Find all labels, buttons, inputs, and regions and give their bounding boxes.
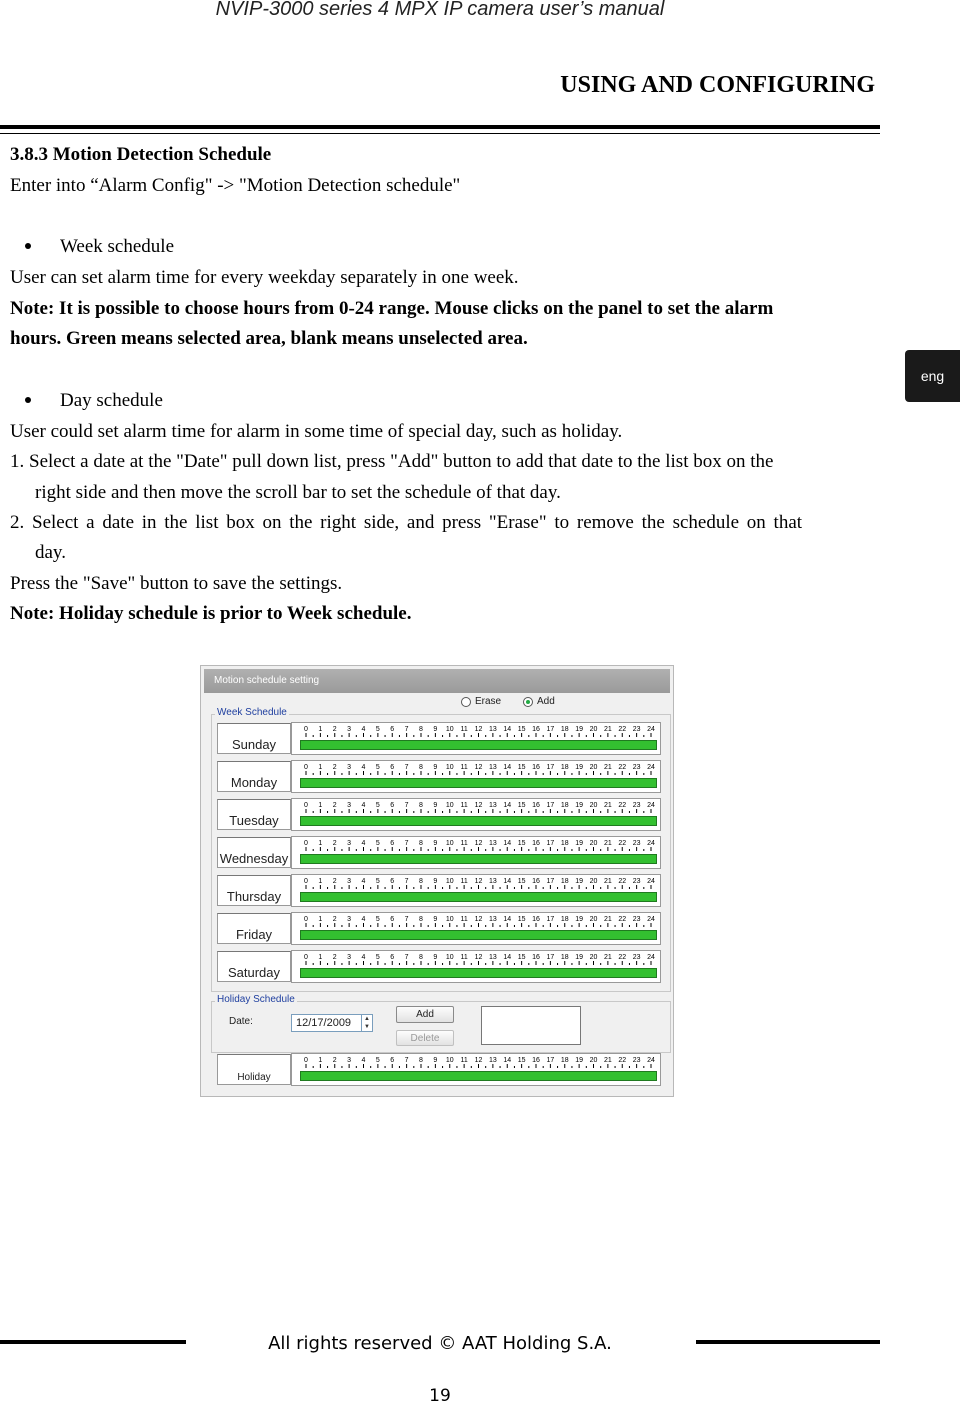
hour-tick-label: 3 bbox=[347, 726, 352, 733]
hour-tick-label: 17 bbox=[546, 764, 555, 771]
hour-tick-label: 20 bbox=[589, 764, 598, 771]
hour-tick-label: 13 bbox=[488, 954, 497, 961]
hour-tick-label: 22 bbox=[618, 726, 627, 733]
holiday-label: Holiday bbox=[217, 1054, 291, 1085]
hour-tick-label: 15 bbox=[517, 954, 526, 961]
hour-tick-label: 1 bbox=[318, 726, 323, 733]
day-row-saturday-timeline[interactable] bbox=[291, 950, 661, 983]
day-row-thursday-selected-bar[interactable] bbox=[300, 892, 657, 902]
hour-tick-label: 0 bbox=[304, 726, 308, 733]
hour-tick-label: 4 bbox=[361, 916, 366, 923]
hour-tick-label: 8 bbox=[419, 1057, 423, 1064]
hour-tick-label: 3 bbox=[347, 916, 352, 923]
hour-tick-label: 21 bbox=[603, 916, 612, 923]
day-row-friday-selected-bar[interactable] bbox=[300, 930, 657, 940]
day-row-thursday-label: Thursday bbox=[217, 875, 291, 906]
hour-tick-label: 13 bbox=[488, 840, 497, 847]
hour-tick-label: 6 bbox=[390, 840, 395, 847]
day-row-sunday-label: Sunday bbox=[217, 723, 291, 754]
hour-tick-label: 4 bbox=[361, 764, 366, 771]
hour-tick-label: 6 bbox=[390, 764, 395, 771]
hour-tick-label: 8 bbox=[419, 764, 423, 771]
hour-tick-label: 13 bbox=[488, 802, 497, 809]
hour-tick-label: 21 bbox=[603, 802, 612, 809]
hour-tick-label: 12 bbox=[474, 840, 483, 847]
hour-tick-label: 20 bbox=[589, 916, 598, 923]
hour-tick-label: 24 bbox=[647, 916, 655, 923]
hour-tick-label: 15 bbox=[517, 840, 526, 847]
header-rule bbox=[0, 125, 880, 129]
hour-tick-label: 0 bbox=[304, 840, 308, 847]
hour-tick-label: 23 bbox=[632, 916, 641, 923]
day-row-monday-label: Monday bbox=[217, 761, 291, 792]
hour-tick-label: 18 bbox=[560, 954, 569, 961]
hour-tick-label: 6 bbox=[390, 1057, 395, 1064]
week-note-2: hours. Green means selected area, blank means unselected area. bbox=[10, 328, 528, 349]
hour-tick-label: 0 bbox=[304, 954, 308, 961]
hour-tick-label: 14 bbox=[503, 954, 512, 961]
day-text: User could set alarm time for alarm in some time of special day, such as holiday. bbox=[10, 421, 623, 442]
hour-tick-label: 3 bbox=[347, 764, 352, 771]
hour-tick-label: 24 bbox=[647, 726, 655, 733]
hour-tick-label: 12 bbox=[474, 954, 483, 961]
day-row-tuesday-label: Tuesday bbox=[217, 799, 291, 830]
hour-tick-label: 0 bbox=[304, 764, 308, 771]
hour-tick-label: 5 bbox=[375, 954, 380, 961]
window-title: Motion schedule setting bbox=[204, 669, 670, 693]
day-row-wednesday-timeline[interactable] bbox=[291, 836, 661, 869]
hour-tick-label: 23 bbox=[632, 840, 641, 847]
hour-tick-label: 1 bbox=[318, 1057, 323, 1064]
hour-tick-label: 6 bbox=[390, 916, 395, 923]
hour-tick-label: 4 bbox=[361, 878, 366, 885]
date-picker[interactable] bbox=[291, 1014, 373, 1032]
hour-tick-label: 14 bbox=[503, 878, 512, 885]
manual-title: NVIP-3000 series 4 MPX IP camera user’s manual bbox=[215, 0, 665, 20]
week-text: User can set alarm time for every weekday separately in one week. bbox=[10, 267, 519, 288]
hour-tick-label: 23 bbox=[632, 764, 641, 771]
hour-tick-label: 12 bbox=[474, 726, 483, 733]
hour-tick-label: 22 bbox=[618, 764, 627, 771]
hour-tick-label: 10 bbox=[445, 764, 454, 771]
add-radio[interactable] bbox=[523, 697, 533, 707]
hour-tick-label: 16 bbox=[532, 1057, 540, 1064]
hour-tick-label: 12 bbox=[474, 916, 483, 923]
day-row-monday-selected-bar[interactable] bbox=[300, 778, 657, 788]
add-button[interactable]: Add bbox=[396, 1006, 454, 1023]
hour-tick-label: 2 bbox=[332, 916, 337, 923]
hour-tick-label: 24 bbox=[647, 840, 655, 847]
hour-tick-label: 10 bbox=[445, 840, 454, 847]
hour-tick-label: 20 bbox=[589, 878, 598, 885]
hour-tick-label: 12 bbox=[474, 878, 483, 885]
hour-tick-label: 1 bbox=[318, 802, 323, 809]
hour-tick-label: 9 bbox=[433, 916, 438, 923]
hour-tick-label: 16 bbox=[532, 726, 540, 733]
hour-tick-label: 14 bbox=[503, 764, 512, 771]
hour-tick-label: 23 bbox=[632, 1057, 641, 1064]
hour-tick-label: 11 bbox=[460, 840, 468, 847]
hour-tick-label: 21 bbox=[603, 840, 612, 847]
hour-tick-label: 2 bbox=[332, 1057, 337, 1064]
hour-tick-label: 9 bbox=[433, 840, 438, 847]
hour-tick-label: 13 bbox=[488, 916, 497, 923]
hour-tick-label: 2 bbox=[332, 802, 337, 809]
holiday-selected-bar[interactable] bbox=[300, 1071, 657, 1081]
section-title: USING AND CONFIGURING bbox=[560, 72, 875, 98]
hour-tick-label: 17 bbox=[546, 954, 555, 961]
hour-tick-label: 15 bbox=[517, 764, 526, 771]
day-row-monday-timeline[interactable] bbox=[291, 760, 661, 793]
hour-tick-label: 11 bbox=[460, 954, 468, 961]
hour-tick-label: 22 bbox=[618, 954, 627, 961]
hour-tick-label: 4 bbox=[361, 954, 366, 961]
hour-tick-label: 13 bbox=[488, 726, 497, 733]
hour-ruler bbox=[292, 1054, 660, 1068]
hour-tick-label: 12 bbox=[474, 802, 483, 809]
holiday-schedule-legend: Holiday Schedule bbox=[217, 994, 295, 1005]
day-row-saturday-label: Saturday bbox=[217, 951, 291, 982]
hour-tick-label: 4 bbox=[361, 726, 366, 733]
hour-tick-label: 11 bbox=[460, 1057, 468, 1064]
hour-tick-label: 24 bbox=[647, 764, 655, 771]
hour-tick-label: 22 bbox=[618, 802, 627, 809]
week-bullet: Week schedule bbox=[60, 236, 174, 257]
hour-tick-label: 19 bbox=[575, 840, 584, 847]
step-2-cont: day. bbox=[35, 542, 66, 563]
hour-tick-label: 15 bbox=[517, 726, 526, 733]
hour-ruler bbox=[292, 951, 660, 965]
day-row-thursday-timeline[interactable] bbox=[291, 874, 661, 907]
hour-tick-label: 1 bbox=[318, 764, 323, 771]
hour-tick-label: 0 bbox=[304, 802, 308, 809]
hour-tick-label: 11 bbox=[460, 726, 468, 733]
hour-tick-label: 16 bbox=[532, 954, 540, 961]
hour-tick-label: 16 bbox=[532, 840, 540, 847]
hour-tick-label: 18 bbox=[560, 878, 569, 885]
bullet-icon bbox=[25, 243, 31, 249]
hour-tick-label: 9 bbox=[433, 1057, 438, 1064]
hour-tick-label: 7 bbox=[404, 1057, 409, 1064]
hour-tick-label: 5 bbox=[375, 878, 380, 885]
hour-tick-label: 4 bbox=[361, 802, 366, 809]
hour-tick-label: 14 bbox=[503, 726, 512, 733]
hour-tick-label: 6 bbox=[390, 726, 395, 733]
hour-tick-label: 2 bbox=[332, 726, 337, 733]
hour-tick-label: 7 bbox=[404, 726, 409, 733]
hour-tick-label: 15 bbox=[517, 878, 526, 885]
day-row-friday-label: Friday bbox=[217, 913, 291, 944]
holiday-listbox[interactable] bbox=[481, 1006, 581, 1045]
hour-tick-label: 8 bbox=[419, 802, 423, 809]
hour-tick-label: 5 bbox=[375, 840, 380, 847]
hour-tick-label: 18 bbox=[560, 1057, 569, 1064]
language-tab: eng bbox=[905, 350, 960, 402]
hour-tick-label: 24 bbox=[647, 1057, 655, 1064]
hour-tick-label: 21 bbox=[603, 1057, 612, 1064]
hour-tick-label: 24 bbox=[647, 878, 655, 885]
hour-tick-label: 9 bbox=[433, 726, 438, 733]
hour-tick-label: 0 bbox=[304, 878, 308, 885]
step-1-cont: right side and then move the scroll bar to set the schedule of that day. bbox=[35, 482, 561, 503]
hour-tick-label: 5 bbox=[375, 1057, 380, 1064]
hour-tick-label: 19 bbox=[575, 802, 584, 809]
week-note-1: Note: It is possible to choose hours from 0-24 range. Mouse clicks on the panel to set the alarm bbox=[10, 298, 774, 319]
day-bullet: Day schedule bbox=[60, 390, 163, 411]
hour-tick-label: 19 bbox=[575, 916, 584, 923]
hour-ruler bbox=[292, 723, 660, 737]
hour-tick-label: 2 bbox=[332, 954, 337, 961]
day-row-friday-timeline[interactable] bbox=[291, 912, 661, 945]
hour-tick-label: 18 bbox=[560, 764, 569, 771]
hour-tick-label: 5 bbox=[375, 726, 380, 733]
page-number: 19 bbox=[429, 1386, 451, 1406]
hour-tick-label: 19 bbox=[575, 878, 584, 885]
save-text: Press the "Save" button to save the settings. bbox=[10, 573, 343, 594]
hour-tick-label: 11 bbox=[460, 878, 468, 885]
hour-tick-label: 23 bbox=[632, 726, 641, 733]
hour-tick-label: 1 bbox=[318, 878, 323, 885]
hour-tick-label: 10 bbox=[445, 802, 454, 809]
hour-tick-label: 17 bbox=[546, 1057, 555, 1064]
hour-tick-label: 1 bbox=[318, 954, 323, 961]
hour-tick-label: 14 bbox=[503, 916, 512, 923]
hour-tick-label: 7 bbox=[404, 802, 409, 809]
hour-tick-label: 5 bbox=[375, 764, 380, 771]
hour-tick-label: 21 bbox=[603, 726, 612, 733]
hour-tick-label: 17 bbox=[546, 840, 555, 847]
day-row-wednesday-selected-bar[interactable] bbox=[300, 854, 657, 864]
erase-radio-label: Erase bbox=[475, 696, 502, 707]
hour-tick-label: 2 bbox=[332, 840, 337, 847]
holiday-note: Note: Holiday schedule is prior to Week schedule. bbox=[10, 603, 412, 624]
hour-tick-label: 11 bbox=[460, 916, 468, 923]
hour-tick-label: 18 bbox=[560, 840, 569, 847]
hour-tick-label: 6 bbox=[390, 878, 395, 885]
hour-tick-label: 21 bbox=[603, 764, 612, 771]
hour-tick-label: 22 bbox=[618, 840, 627, 847]
hour-tick-label: 2 bbox=[332, 878, 337, 885]
hour-tick-label: 7 bbox=[404, 916, 409, 923]
hour-tick-label: 11 bbox=[460, 764, 468, 771]
hour-tick-label: 23 bbox=[632, 878, 641, 885]
hour-tick-label: 22 bbox=[618, 878, 627, 885]
day-row-tuesday-timeline[interactable] bbox=[291, 798, 661, 831]
hour-ruler bbox=[292, 913, 660, 927]
hour-tick-label: 5 bbox=[375, 916, 380, 923]
week-schedule-legend: Week Schedule bbox=[217, 707, 287, 718]
hour-tick-label: 10 bbox=[445, 954, 454, 961]
hour-tick-label: 20 bbox=[589, 802, 598, 809]
hour-tick-label: 5 bbox=[375, 802, 380, 809]
hour-tick-label: 7 bbox=[404, 954, 409, 961]
hour-tick-label: 17 bbox=[546, 878, 555, 885]
hour-tick-label: 16 bbox=[532, 878, 540, 885]
hour-tick-label: 20 bbox=[589, 840, 598, 847]
hour-tick-label: 15 bbox=[517, 916, 526, 923]
hour-tick-label: 16 bbox=[532, 802, 540, 809]
date-label: Date: bbox=[229, 1016, 253, 1027]
hour-tick-label: 10 bbox=[445, 726, 454, 733]
hour-tick-label: 1 bbox=[318, 840, 323, 847]
hour-tick-label: 6 bbox=[390, 802, 395, 809]
hour-tick-label: 9 bbox=[433, 954, 438, 961]
bullet-icon bbox=[25, 397, 31, 403]
hour-tick-label: 18 bbox=[560, 802, 569, 809]
hour-tick-label: 1 bbox=[318, 916, 323, 923]
hour-tick-label: 10 bbox=[445, 1057, 454, 1064]
spin-icon[interactable]: ▲ ▼ bbox=[361, 1015, 372, 1031]
hour-tick-label: 10 bbox=[445, 878, 454, 885]
hour-tick-label: 21 bbox=[603, 878, 612, 885]
hour-tick-label: 16 bbox=[532, 764, 540, 771]
date-value: 12/17/2009 bbox=[296, 1017, 352, 1029]
hour-tick-label: 19 bbox=[575, 764, 584, 771]
day-row-saturday-selected-bar[interactable] bbox=[300, 968, 657, 978]
hour-tick-label: 11 bbox=[460, 802, 468, 809]
hour-tick-label: 9 bbox=[433, 802, 438, 809]
hour-tick-label: 20 bbox=[589, 1057, 598, 1064]
day-row-sunday-timeline[interactable] bbox=[291, 722, 661, 755]
hour-tick-label: 3 bbox=[347, 954, 352, 961]
hour-ruler bbox=[292, 761, 660, 775]
hour-tick-label: 22 bbox=[618, 1057, 627, 1064]
footer-rights: All rights reserved © AAT Holding S.A. bbox=[268, 1333, 612, 1354]
hour-tick-label: 12 bbox=[474, 1057, 483, 1064]
hour-tick-label: 19 bbox=[575, 1057, 584, 1064]
hour-tick-label: 18 bbox=[560, 916, 569, 923]
hour-tick-label: 13 bbox=[488, 878, 497, 885]
hour-ruler bbox=[292, 799, 660, 813]
hour-ruler bbox=[292, 875, 660, 889]
hour-tick-label: 19 bbox=[575, 726, 584, 733]
hour-tick-label: 8 bbox=[419, 726, 423, 733]
day-row-sunday-selected-bar[interactable] bbox=[300, 740, 657, 750]
hour-tick-label: 9 bbox=[433, 878, 438, 885]
erase-radio[interactable] bbox=[461, 697, 471, 707]
hour-tick-label: 18 bbox=[560, 726, 569, 733]
delete-button[interactable]: Delete bbox=[396, 1030, 454, 1046]
hour-tick-label: 7 bbox=[404, 840, 409, 847]
hour-tick-label: 23 bbox=[632, 954, 641, 961]
hour-tick-label: 8 bbox=[419, 840, 423, 847]
hour-tick-label: 17 bbox=[546, 916, 555, 923]
step-2: 2. Select a date in the list box on the right side, and press "Erase" to remove the schedule on that bbox=[10, 512, 803, 533]
hour-tick-label: 3 bbox=[347, 878, 352, 885]
hour-tick-label: 23 bbox=[632, 802, 641, 809]
holiday-timeline[interactable] bbox=[291, 1053, 661, 1086]
hour-tick-label: 3 bbox=[347, 1057, 352, 1064]
hour-tick-label: 20 bbox=[589, 726, 598, 733]
hour-tick-label: 3 bbox=[347, 802, 352, 809]
hour-tick-label: 24 bbox=[647, 802, 655, 809]
hour-tick-label: 16 bbox=[532, 916, 540, 923]
hour-tick-label: 20 bbox=[589, 954, 598, 961]
day-row-wednesday-label: Wednesday bbox=[217, 837, 291, 868]
hour-tick-label: 19 bbox=[575, 954, 584, 961]
hour-tick-label: 8 bbox=[419, 916, 423, 923]
hour-tick-label: 17 bbox=[546, 802, 555, 809]
hour-tick-label: 9 bbox=[433, 764, 438, 771]
hour-tick-label: 4 bbox=[361, 1057, 366, 1064]
hour-tick-label: 22 bbox=[618, 916, 627, 923]
hour-ruler bbox=[292, 837, 660, 851]
hour-tick-label: 14 bbox=[503, 1057, 512, 1064]
hour-tick-label: 7 bbox=[404, 764, 409, 771]
hour-tick-label: 0 bbox=[304, 1057, 308, 1064]
day-row-tuesday-selected-bar[interactable] bbox=[300, 816, 657, 826]
hour-tick-label: 3 bbox=[347, 840, 352, 847]
hour-tick-label: 13 bbox=[488, 764, 497, 771]
header-rule-thin bbox=[0, 133, 880, 134]
hour-tick-label: 21 bbox=[603, 954, 612, 961]
hour-tick-label: 15 bbox=[517, 1057, 526, 1064]
motion-schedule-screenshot bbox=[200, 665, 674, 1097]
intro-text: Enter into “Alarm Config" -> "Motion Detection schedule" bbox=[10, 175, 461, 196]
hour-tick-label: 13 bbox=[488, 1057, 497, 1064]
hour-tick-label: 4 bbox=[361, 840, 366, 847]
hour-tick-label: 0 bbox=[304, 916, 308, 923]
hour-tick-label: 7 bbox=[404, 878, 409, 885]
hour-tick-label: 12 bbox=[474, 764, 483, 771]
hour-tick-label: 2 bbox=[332, 764, 337, 771]
hour-tick-label: 14 bbox=[503, 802, 512, 809]
section-heading: 3.8.3 Motion Detection Schedule bbox=[10, 144, 272, 165]
hour-tick-label: 10 bbox=[445, 916, 454, 923]
hour-tick-label: 6 bbox=[390, 954, 395, 961]
hour-tick-label: 8 bbox=[419, 954, 423, 961]
hour-tick-label: 24 bbox=[647, 954, 655, 961]
hour-tick-label: 15 bbox=[517, 802, 526, 809]
hour-tick-label: 8 bbox=[419, 878, 423, 885]
step-1: 1. Select a date at the "Date" pull down list, press "Add" button to add that date to the list box on the bbox=[10, 451, 774, 472]
add-radio-label: Add bbox=[537, 696, 555, 707]
hour-tick-label: 17 bbox=[546, 726, 555, 733]
hour-tick-label: 14 bbox=[503, 840, 512, 847]
